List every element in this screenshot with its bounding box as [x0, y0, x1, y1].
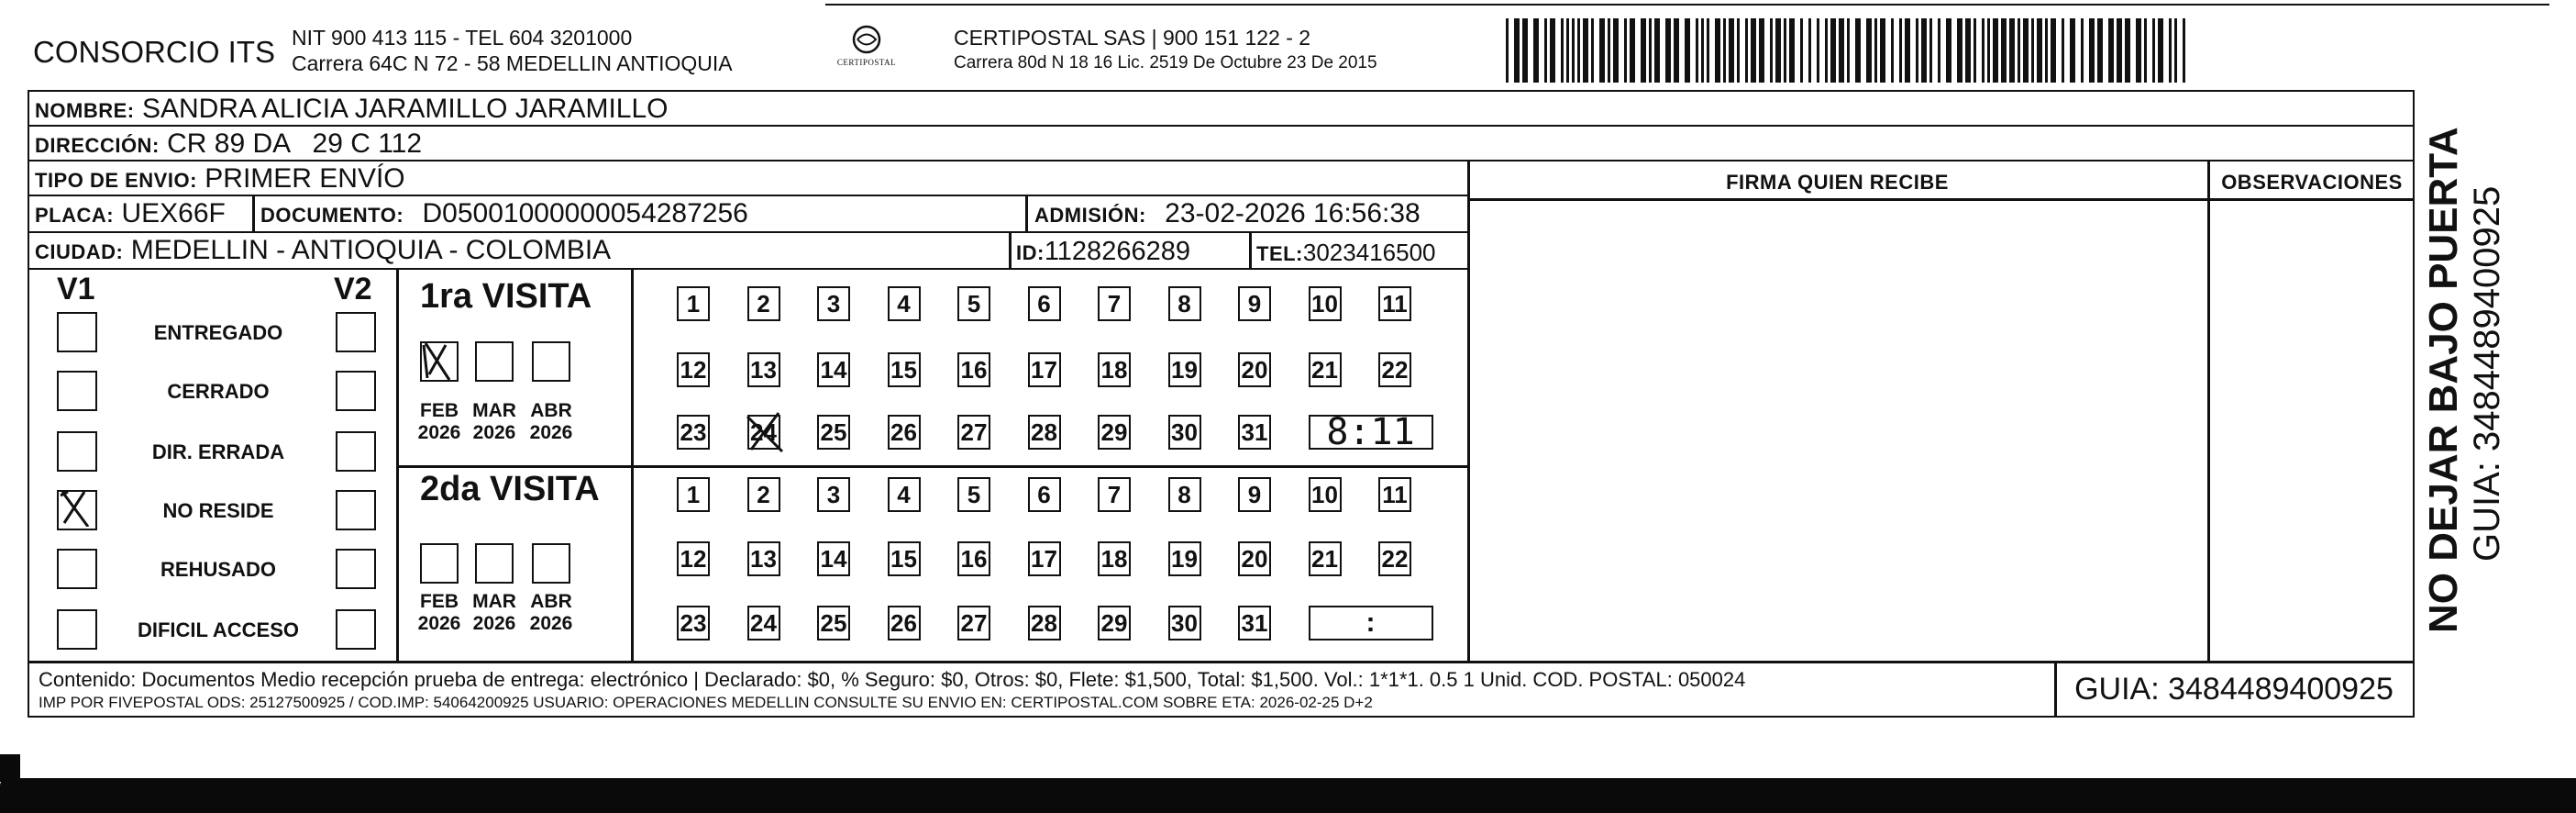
- day-checkbox[interactable]: 10: [1309, 286, 1342, 321]
- day-checkbox[interactable]: 20: [1238, 352, 1271, 387]
- barcode-bar: [1929, 18, 1932, 83]
- top-edge-line: [825, 4, 2549, 6]
- admision-label: ADMISIÓN:: [1034, 204, 1146, 227]
- day-checkbox[interactable]: 5: [957, 477, 990, 512]
- month-label: [519, 400, 583, 444]
- barcode-bar: [1737, 18, 1740, 83]
- day-checkbox[interactable]: 29: [1098, 415, 1131, 450]
- month-checkbox[interactable]: [475, 543, 514, 584]
- bottom-scan-border: [0, 778, 2576, 813]
- day-checkbox[interactable]: 9: [1238, 286, 1271, 321]
- day-checkbox[interactable]: 2: [747, 286, 780, 321]
- barcode-bar: [1591, 18, 1594, 83]
- barcode-bar: [1696, 18, 1698, 83]
- status-option-label: NO RESIDE: [162, 499, 274, 522]
- barcode-bar: [1685, 18, 1690, 83]
- barcode-bar: [1608, 18, 1610, 83]
- day-checkbox[interactable]: 4: [888, 286, 921, 321]
- tipo-row: [29, 161, 1469, 196]
- barcode-bar: [2169, 18, 2172, 83]
- day-checkbox[interactable]: 8: [1168, 477, 1201, 512]
- barcode-bar: [1987, 18, 1990, 83]
- barcode-bar: [1789, 18, 1795, 83]
- day-checkbox[interactable]: 6: [1028, 477, 1061, 512]
- month-name: ABR: [530, 400, 572, 421]
- day-checkbox[interactable]: 27: [957, 606, 990, 640]
- ciudad-label: CIUDAD:: [35, 240, 124, 263]
- v2-checkbox[interactable]: [336, 371, 376, 411]
- footer-imp: IMP POR FIVEPOSTAL ODS: 25127500925 / COD.IMP: 54064200925 USUARIO: OPERACIONES MEDELLIN CONSULTE SU ENVIO EN: CERTIPOSTAL.COM SOBRE ETA: 2026-02-25 D+2: [39, 694, 1373, 711]
- day-checkbox[interactable]: 11: [1378, 477, 1411, 512]
- barcode-bar: [1715, 18, 1720, 83]
- firma-header: FIRMA QUIEN RECIBE: [1726, 171, 1949, 194]
- barcode-bar: [1613, 18, 1619, 83]
- day-checkbox[interactable]: 31: [1238, 415, 1271, 450]
- day-checkbox[interactable]: 26: [888, 415, 921, 450]
- month-name: FEB: [420, 400, 459, 421]
- v2-checkbox[interactable]: [336, 431, 376, 472]
- certipostal-logo: [830, 24, 903, 73]
- tel-divider: [1249, 233, 1252, 270]
- day-checkbox[interactable]: 21: [1309, 541, 1342, 576]
- barcode-bar: [2174, 18, 2177, 83]
- barcode-bar: [1830, 18, 1836, 83]
- side-guia-text: GUIA: 3484489400925: [2467, 185, 2507, 562]
- month-checkbox[interactable]: [532, 341, 570, 382]
- day-checkbox[interactable]: 22: [1378, 352, 1411, 387]
- barcode-bar: [1599, 18, 1605, 83]
- day-checkbox[interactable]: 25: [817, 415, 850, 450]
- barcode-bar: [2089, 18, 2095, 83]
- barcode-bar: [1784, 18, 1786, 83]
- barcode-bar: [2037, 18, 2042, 83]
- barcode-bar: [1665, 18, 1671, 83]
- month-year: 2026: [472, 613, 516, 634]
- day-checkbox[interactable]: 18: [1098, 352, 1131, 387]
- id-cell: [1016, 235, 1190, 270]
- company-line-2: Carrera 64C N 72 - 58 MEDELLIN ANTIOQUIA: [292, 51, 733, 75]
- tipo-label: TIPO DE ENVIO:: [35, 169, 197, 192]
- day-checkbox[interactable]: 29: [1098, 606, 1131, 640]
- check-mark-icon: [418, 338, 459, 382]
- day-checkbox[interactable]: 19: [1168, 541, 1201, 576]
- status-option-label: ENTREGADO: [153, 321, 283, 344]
- barcode-bar: [1550, 18, 1555, 83]
- day-checkbox[interactable]: 30: [1168, 606, 1201, 640]
- day-checkbox[interactable]: 10: [1309, 477, 1342, 512]
- barcode-bar: [1751, 18, 1756, 83]
- logo-text: CERTIPOSTAL: [836, 58, 897, 67]
- direccion-value: CR 89 DA 29 C 112: [167, 128, 423, 159]
- barcode-bar: [1993, 18, 1998, 83]
- v1-checkbox[interactable]: [57, 312, 97, 352]
- placa-label: PLACA:: [35, 204, 115, 227]
- footer-contenido: Contenido: Documentos Medio recepción prueba de entrega: electrónico | Declarado: $0, % Seguro: $0, Otros: $0, Flete: $1,500, Total: $1,500. Vol.: 1*1*1. 0.5 1 Unid. COD. POSTAL: 050024: [39, 668, 1746, 691]
- carrier-line-2: Carrera 80d N 18 16 Lic. 2519 De Octubre 23 De 2015: [954, 53, 1377, 72]
- barcode-bar: [1572, 18, 1575, 83]
- barcode: [1506, 18, 2192, 83]
- v2-checkbox[interactable]: [336, 609, 376, 650]
- day-checkbox[interactable]: 28: [1028, 415, 1061, 450]
- day-checkbox[interactable]: 13: [747, 352, 780, 387]
- day-checkbox[interactable]: 17: [1028, 352, 1061, 387]
- barcode-bar: [2051, 18, 2056, 83]
- ciudad-value: MEDELLIN - ANTIOQUIA - COLOMBIA: [130, 235, 612, 265]
- day-checkbox[interactable]: 27: [957, 415, 990, 450]
- month-year: 2026: [417, 422, 461, 443]
- barcode-bar: [2125, 18, 2130, 83]
- status-option-label: CERRADO: [167, 380, 270, 403]
- id-value: 1128266289: [1044, 237, 1190, 266]
- barcode-bar: [2001, 18, 2007, 83]
- day-checkbox[interactable]: 23: [677, 415, 710, 450]
- direccion-label: DIRECCIÓN:: [35, 134, 160, 157]
- day-checkbox[interactable]: 30: [1168, 415, 1201, 450]
- barcode-bar: [1522, 18, 1528, 83]
- month-year: 2026: [529, 613, 573, 634]
- month-name: MAR: [472, 591, 516, 612]
- month-year: 2026: [417, 613, 461, 634]
- barcode-bar: [1583, 18, 1588, 83]
- barcode-bar: [2081, 18, 2084, 83]
- day-checkbox[interactable]: 12: [677, 541, 710, 576]
- barcode-bar: [1654, 18, 1660, 83]
- barcode-bar: [1839, 18, 1844, 83]
- day-checkbox[interactable]: 23: [677, 606, 710, 640]
- placa-value: UEX66F: [121, 198, 226, 228]
- barcode-bar: [1874, 18, 1877, 83]
- day-checkbox[interactable]: 3: [817, 477, 850, 512]
- day-checkbox[interactable]: 24: [747, 415, 780, 450]
- direccion-row: [29, 127, 2415, 161]
- v1-checkbox[interactable]: [57, 490, 97, 530]
- barcode-bar: [1707, 18, 1709, 83]
- placa-divider: [252, 196, 255, 233]
- v2-checkbox[interactable]: [336, 490, 376, 530]
- admision-cell: [1034, 196, 1421, 233]
- id-label: ID:: [1016, 241, 1045, 264]
- day-checkbox[interactable]: 12: [677, 352, 710, 387]
- barcode-bar: [1973, 18, 1976, 83]
- month-label: [519, 591, 583, 635]
- month-year: 2026: [529, 422, 573, 443]
- barcode-bar: [2062, 18, 2064, 83]
- v1-checkbox[interactable]: [57, 371, 97, 411]
- day-checkbox[interactable]: 13: [747, 541, 780, 576]
- tel-cell: [1256, 237, 1436, 270]
- carrier-line-1: CERTIPOSTAL SAS | 900 151 122 - 2: [954, 26, 1311, 50]
- day-checkbox[interactable]: 26: [888, 606, 921, 640]
- status-option-label: REHUSADO: [160, 558, 276, 581]
- barcode-bar: [2009, 18, 2015, 83]
- status-option-label: DIR. ERRADA: [151, 440, 285, 463]
- day-checkbox[interactable]: 14: [817, 541, 850, 576]
- barcode-bar: [2117, 18, 2122, 83]
- barcode-bar: [1649, 18, 1652, 83]
- admision-divider: [1025, 196, 1028, 233]
- v1-checkbox[interactable]: [57, 431, 97, 472]
- day-checkbox[interactable]: 1: [677, 286, 710, 321]
- barcode-bar: [1800, 18, 1803, 83]
- barcode-bar: [1899, 18, 1902, 83]
- barcode-bar: [2023, 18, 2029, 83]
- barcode-bar: [1533, 18, 1539, 83]
- day-checkbox[interactable]: 15: [888, 541, 921, 576]
- v1-checkbox[interactable]: [57, 549, 97, 589]
- month-name: ABR: [530, 591, 572, 612]
- tel-value: 3023416500: [1302, 239, 1436, 266]
- v2-label: V2: [334, 272, 372, 306]
- nombre-label: NOMBRE:: [35, 99, 135, 122]
- barcode-bar: [1506, 18, 1509, 83]
- months-divider: [631, 270, 634, 663]
- barcode-bar: [1916, 18, 1918, 83]
- day-checkbox[interactable]: 3: [817, 286, 850, 321]
- v2-checkbox[interactable]: [336, 549, 376, 589]
- barcode-bar: [1938, 18, 1940, 83]
- barcode-bar: [2070, 18, 2075, 83]
- barcode-bar: [1891, 18, 1894, 83]
- day-checkbox[interactable]: 11: [1378, 286, 1411, 321]
- v1-checkbox[interactable]: [57, 609, 97, 650]
- barcode-bar: [2108, 18, 2114, 83]
- month-year: 2026: [472, 422, 516, 443]
- barcode-bar: [1641, 18, 1646, 83]
- day-checkbox[interactable]: 28: [1028, 606, 1061, 640]
- month-name: FEB: [420, 591, 459, 612]
- barcode-bar: [1729, 18, 1734, 83]
- barcode-bar: [2045, 18, 2048, 83]
- time-field[interactable]: 8:11: [1309, 415, 1433, 450]
- barcode-bar: [1723, 18, 1726, 83]
- day-checkbox[interactable]: 8: [1168, 286, 1201, 321]
- barcode-bar: [1674, 18, 1679, 83]
- month-checkbox[interactable]: [532, 543, 570, 584]
- logo-icon: [848, 24, 885, 55]
- company-line-1: NIT 900 413 115 - TEL 604 3201000: [292, 26, 633, 50]
- second-visit-title: 2da VISITA: [420, 470, 600, 508]
- barcode-bar: [2183, 18, 2185, 83]
- day-checkbox[interactable]: 21: [1309, 352, 1342, 387]
- barcode-bar: [1577, 18, 1580, 83]
- check-mark-icon: [55, 486, 95, 527]
- barcode-bar: [1745, 18, 1748, 83]
- day-checkbox[interactable]: 14: [817, 352, 850, 387]
- barcode-bar: [1855, 18, 1861, 83]
- day-checkbox[interactable]: 17: [1028, 541, 1061, 576]
- day-checkbox[interactable]: 24: [747, 606, 780, 640]
- time-field[interactable]: :: [1309, 606, 1433, 640]
- month-checkbox[interactable]: [420, 543, 459, 584]
- barcode-bar: [2097, 18, 2103, 83]
- id-divider: [1009, 233, 1012, 270]
- month-checkbox[interactable]: [420, 341, 459, 382]
- barcode-bar: [1544, 18, 1547, 83]
- bottom-scan-corner: [0, 754, 20, 782]
- day-checkbox[interactable]: 31: [1238, 606, 1271, 640]
- visit-divider: [396, 465, 1467, 468]
- barcode-bar: [1561, 18, 1564, 83]
- barcode-bar: [1566, 18, 1569, 83]
- barcode-bar: [1880, 18, 1885, 83]
- documento-cell: [260, 196, 748, 233]
- day-checkbox[interactable]: 16: [957, 352, 990, 387]
- month-name: MAR: [472, 400, 516, 421]
- day-checkbox[interactable]: 15: [888, 352, 921, 387]
- barcode-bar: [1965, 18, 1971, 83]
- barcode-bar: [1514, 18, 1520, 83]
- v1-label: V1: [57, 272, 95, 306]
- day-checkbox[interactable]: 9: [1238, 477, 1271, 512]
- status-option-label: DIFICIL ACCESO: [137, 618, 299, 641]
- day-checkbox[interactable]: 6: [1028, 286, 1061, 321]
- barcode-bar: [2158, 18, 2163, 83]
- day-checkbox[interactable]: 4: [888, 477, 921, 512]
- obs-left-line: [2207, 161, 2210, 663]
- day-checkbox[interactable]: 18: [1098, 541, 1131, 576]
- barcode-bar: [1905, 18, 1910, 83]
- nombre-value: SANDRA ALICIA JARAMILLO JARAMILLO: [141, 94, 669, 124]
- barcode-bar: [1957, 18, 1962, 83]
- barcode-bar: [2031, 18, 2034, 83]
- day-checkbox[interactable]: 22: [1378, 541, 1411, 576]
- barcode-bar: [2152, 18, 2155, 83]
- day-checkbox[interactable]: 19: [1168, 352, 1201, 387]
- ciudad-row: [29, 233, 1469, 270]
- barcode-bar: [1825, 18, 1828, 83]
- v2-checkbox[interactable]: [336, 312, 376, 352]
- month-checkbox[interactable]: [475, 341, 514, 382]
- barcode-bar: [1775, 18, 1781, 83]
- day-checkbox[interactable]: 20: [1238, 541, 1271, 576]
- cross-mark-icon: [742, 409, 788, 455]
- firma-left-line: [1467, 161, 1470, 663]
- barcode-bar: [1759, 18, 1764, 83]
- day-checkbox[interactable]: 7: [1098, 286, 1131, 321]
- documento-label: DOCUMENTO:: [260, 204, 404, 227]
- barcode-bar: [1770, 18, 1773, 83]
- month-label: [462, 591, 526, 635]
- barcode-bar: [1624, 18, 1627, 83]
- day-checkbox[interactable]: 2: [747, 477, 780, 512]
- day-checkbox[interactable]: 25: [817, 606, 850, 640]
- firma-header-line: [1467, 198, 2414, 201]
- day-checkbox[interactable]: 5: [957, 286, 990, 321]
- barcode-bar: [2136, 18, 2141, 83]
- day-checkbox[interactable]: 1: [677, 477, 710, 512]
- barcode-bar: [2144, 18, 2147, 83]
- documento-value: D05001000000054287256: [422, 198, 748, 228]
- side-warning-text: NO DEJAR BAJO PUERTA: [2421, 127, 2466, 633]
- day-checkbox[interactable]: 16: [957, 541, 990, 576]
- company-name: CONSORCIO ITS: [33, 35, 276, 69]
- footer-guia-box: GUIA: 3484489400925: [2074, 672, 2394, 707]
- first-visit-title: 1ra VISITA: [420, 277, 592, 316]
- barcode-bar: [1982, 18, 1985, 83]
- barcode-bar: [1866, 18, 1872, 83]
- barcode-bar: [1808, 18, 1811, 83]
- barcode-bar: [2018, 18, 2020, 83]
- barcode-bar: [1630, 18, 1635, 83]
- nombre-row: [29, 92, 2415, 127]
- barcode-bar: [1946, 18, 1951, 83]
- barcode-bar: [1847, 18, 1850, 83]
- barcode-bar: [1701, 18, 1704, 83]
- tel-label: TEL:: [1256, 242, 1303, 265]
- tipo-value: PRIMER ENVÍO: [205, 163, 405, 194]
- observaciones-header: OBSERVACIONES: [2221, 171, 2403, 194]
- month-label: [462, 400, 526, 444]
- day-checkbox[interactable]: 7: [1098, 477, 1131, 512]
- barcode-bar: [1921, 18, 1927, 83]
- barcode-bar: [1817, 18, 1819, 83]
- admision-value: 23-02-2026 16:56:38: [1165, 198, 1421, 228]
